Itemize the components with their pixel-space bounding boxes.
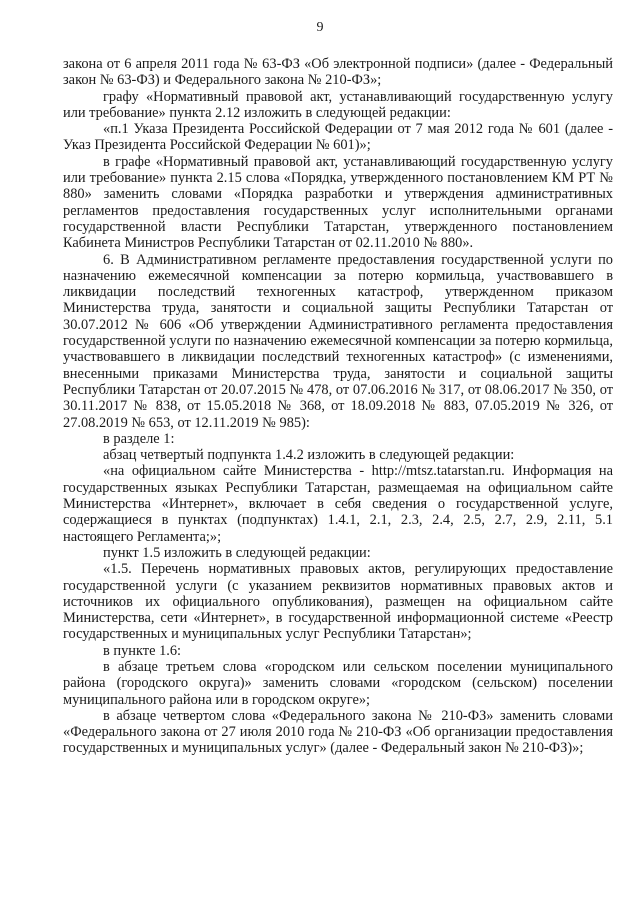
paragraph-13: в абзаце четвертом слова «Федерального закона № 210-ФЗ» заменить словами «Федерального закона от 27 июля 2010 года № 210-ФЗ «Об организации предоставления государственных и муниципальных услуг» (далее - Федеральный закон № 210-ФЗ)»; [63, 707, 613, 757]
paragraph-12: в абзаце третьем слова «городском или сельском поселении муниципального района (городского округа)» заменить словами «городском (сельском) поселении муниципального района или в городском округе»; [63, 658, 613, 708]
paragraph-8: «на официальном сайте Министерства - http://mtsz.tatarstan.ru. Информация на государственных языках Республики Татарстан, размещаемая на официальном сайте Министерства «Интернет», включает в себя сведения о государственной услуге, содержащиеся в пунктах (подпунктах) 1.4.1, 2.1, 2.3, 2.4, 2.5, 2.7, 2.9, 2.11, 5.1 настоящего Регламента;»; [63, 463, 613, 545]
paragraph-3: «п.1 Указа Президента Российской Федерации от 7 мая 2012 года № 601 (далее - Указ Президента Российской Федерации № 601)»; [63, 121, 613, 154]
paragraph-2: графу «Нормативный правовой акт, устанавливающий государственную услугу или требование» пункта 2.12 изложить в следующей редакции: [63, 88, 613, 121]
paragraph-10: «1.5. Перечень нормативных правовых актов, регулирующих предоставление государственной услуги (с указанием реквизитов нормативных правовых актов и источников их официального опубликования), размещен на официальном сайте Министерства, сети «Интернет», в государственной информационной системе «Реестр государственных и муниципальных услуг Республики Татарстан»; [63, 561, 613, 643]
paragraph-6: в разделе 1: [103, 430, 175, 447]
paragraph-4: в графе «Нормативный правовой акт, устанавливающий государственную услугу или требование» пункта 2.15 слова «Порядка, утвержденного постановлением КМ РТ № 880» заменить словами «Порядка разработки и утверждения административных регламентов предоставления государственных услуг исполнительными органами государственной власти Республики Татарстан, утвержденного постановлением Кабинета Министров Республики Татарстан от 02.11.2010 № 880». [63, 153, 613, 252]
paragraph-5: 6. В Административном регламенте предоставления государственной услуги по назначению ежемесячной компенсации за потерю кормильца, участвовавшего в ликвидации последствий техногенных катастроф, утвержденном приказом Министерства труда, занятости и социальной защиты Республики Татарстан от 30.07.2012 № 606 «Об утверждении Административного регламента предоставления государственной услуги по назначению ежемесячной компенсации за потерю кормильца, участвовавшего в ликвидации последствий техногенных катастроф» (с изменениями, внесенными приказами Министерства труда, занятости и социальной защиты Республики Татарстан от 20.07.2015 № 478, от 07.06.2016 № 317, от 08.06.2017 № 350, от 30.11.2017 № 838, от 15.05.2018 № 368, от 18.09.2018 № 883, 07.05.2019 № 326, от 27.08.2019 № 653, от 12.11.2019 № 985): [63, 251, 613, 431]
document-body [63, 56, 613, 757]
page-number: 9 [316, 20, 324, 35]
paragraph-1: закона от 6 апреля 2011 года № 63-ФЗ «Об электронной подписи» (далее - Федеральный закон № 63-ФЗ) и Федерального закона № 210-ФЗ»; [63, 56, 613, 89]
paragraph-9: пункт 1.5 изложить в следующей редакции: [103, 544, 371, 561]
paragraph-11: в пункте 1.6: [103, 642, 182, 659]
paragraph-7: абзац четвертый подпункта 1.4.2 изложить в следующей редакции: [103, 447, 515, 464]
